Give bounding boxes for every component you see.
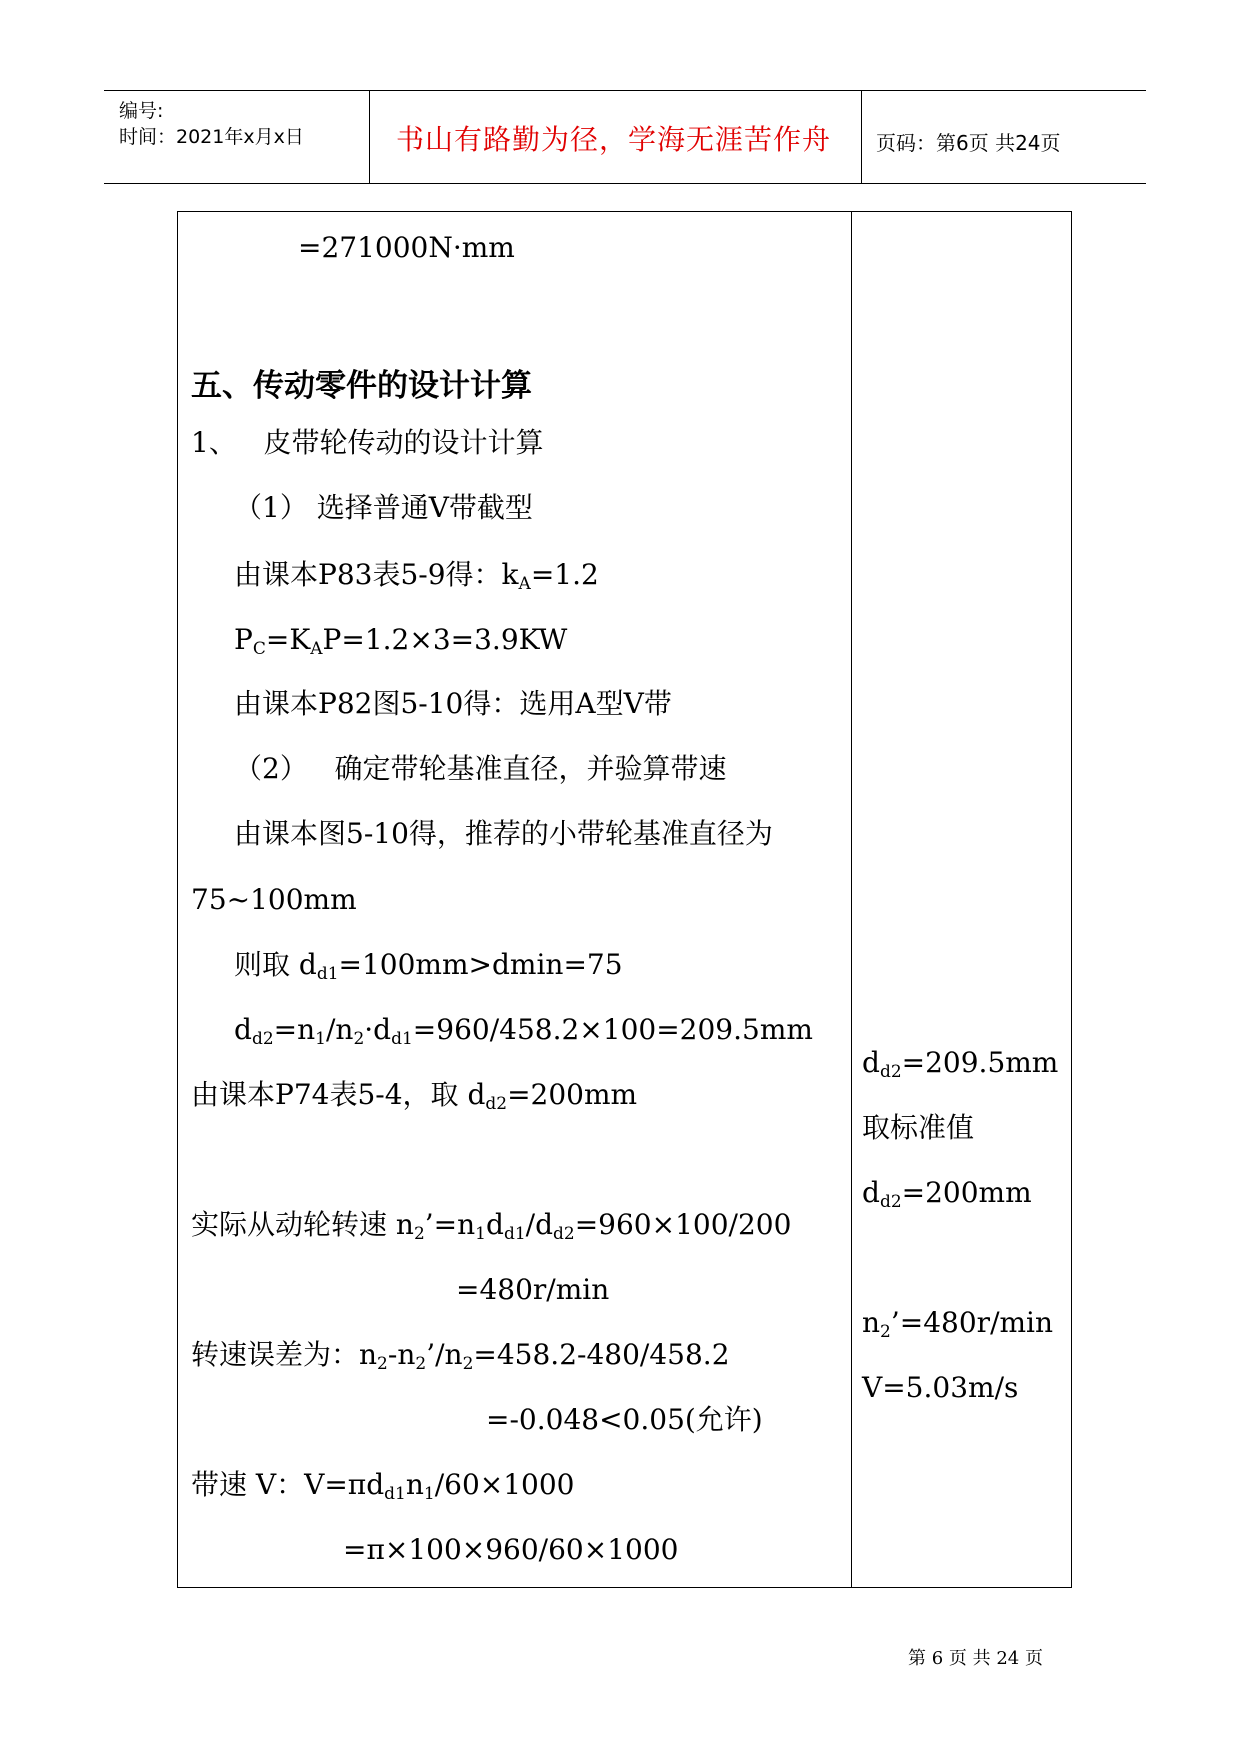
sidebar-dd2-std-value: =200mm — [901, 1176, 1032, 1209]
step-1-title: （1） 选择普通V带截型 — [234, 491, 533, 524]
item-1-title: 1、 皮带轮传动的设计计算 — [191, 426, 544, 459]
sidebar-dd2-std: $d_{d2}=200mm$ — [862, 1176, 1032, 1212]
belt-speed-calc: =π×100×960/60×1000 — [343, 1533, 679, 1566]
dd2-calc-line: $d_{d2}=n_1/n_2\cdot d_{d1}=960/458.2\times 100=209.5mm$ — [234, 1013, 813, 1049]
step-2-title: （2） 确定带轮基准直径，并验算带速 — [234, 752, 727, 785]
speed-error-value: =458.2-480/458.2 — [473, 1338, 730, 1371]
sidebar-dd2: $d_{d2}=209.5mm$ — [862, 1046, 1059, 1082]
take-dd1-prefix: 则取 d — [234, 948, 317, 981]
actual-speed-prefix: 实际从动轮转速 n — [191, 1208, 414, 1241]
pc-line-value: =1.2×3=3.9KW — [341, 623, 568, 656]
ka-line-value: =1.2 — [530, 558, 599, 591]
actual-speed-result: =480r/min — [456, 1273, 610, 1306]
belt-speed-prefix: 带速 V：V=πd — [191, 1468, 385, 1501]
header-divider-right — [861, 90, 862, 184]
header-divider-left — [369, 90, 370, 184]
sidebar-v: V=5.03m/s — [862, 1371, 1019, 1404]
take-dd1-line: 则取 $d_{d1}=100mm>dmin=75$ — [234, 948, 623, 984]
range-line: 75~100mm — [191, 883, 357, 916]
page-footer: 第 6 页 共 24 页 — [908, 1648, 1043, 1669]
torque-line: =271000N·mm — [298, 231, 515, 264]
select-a-line: 由课本P82图5-10得：选用A型V带 — [234, 687, 672, 720]
recommend-line: 由课本图5-10得，推荐的小带轮基准直径为 — [234, 817, 773, 850]
header-top-rule — [104, 90, 1146, 91]
dd2-calc-value: =960/458.2×100=209.5mm — [412, 1013, 813, 1046]
actual-speed-value: =960×100/200 — [574, 1208, 792, 1241]
speed-error-prefix: 转速误差为：n — [191, 1338, 378, 1371]
ka-line: 由课本P83表5-9得：$k_A=1.2$ — [234, 558, 599, 594]
p74-prefix: 由课本P74表5-4，取 d — [191, 1078, 486, 1111]
sidebar-dd2-value: =209.5mm — [901, 1046, 1059, 1079]
sidebar-n2: $n_2’=480r/\min$ — [862, 1306, 1054, 1342]
p74-value: =200mm — [507, 1078, 638, 1111]
belt-speed-line: 带速 V：$V=\pi d_{d1}n_1/60\times 1000$ — [191, 1468, 575, 1504]
header-page-label: 页码：第6页 共24页 — [876, 131, 1061, 155]
sidebar-n2-value: ’=480r/min — [890, 1306, 1054, 1339]
column-divider — [851, 211, 852, 1588]
header-number-label: 编号: — [119, 100, 164, 122]
sidebar-standard-label: 取标准值 — [862, 1111, 975, 1144]
ka-line-prefix: 由课本P83表5-9得：k — [234, 558, 519, 591]
p74-line: 由课本P74表5-4，取 $d_{d2}=200mm$ — [191, 1078, 638, 1114]
speed-error-result: =-0.048<0.05(允许) — [486, 1403, 763, 1436]
speed-error-line: 转速误差为：$n_2-n_2’/n_2=458.2-480/458.2$ — [191, 1338, 730, 1374]
actual-speed-line: 实际从动轮转速 $n_2’=n_1d_{d1}/d_{d2}=960\times 100/200$ — [191, 1208, 792, 1244]
header-bottom-rule — [104, 183, 1146, 184]
header-motto: 书山有路勤为径，学海无涯苦作舟 — [396, 123, 832, 156]
take-dd1-value: =100mm>dmin=75 — [338, 948, 623, 981]
header-time-label: 时间：2021年x月x日 — [119, 126, 304, 148]
belt-speed-value: /60×1000 — [434, 1468, 575, 1501]
pc-line: $P_C=K_AP=1.2\times 3=3.9KW$ — [234, 623, 568, 659]
section-title: 五、传动零件的设计计算 — [191, 368, 532, 404]
